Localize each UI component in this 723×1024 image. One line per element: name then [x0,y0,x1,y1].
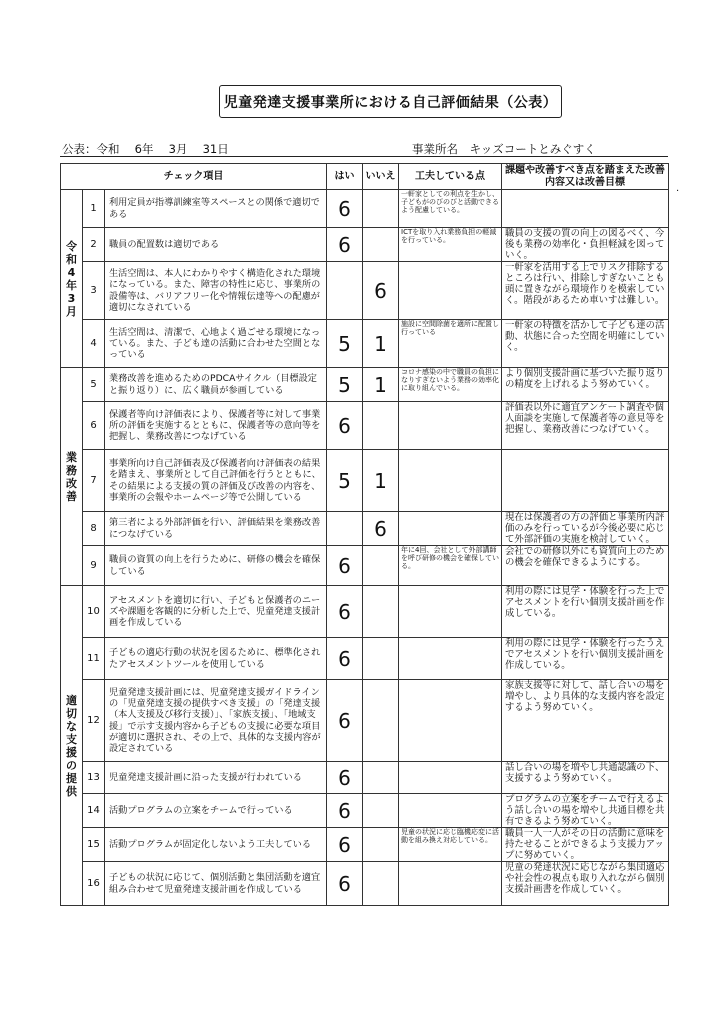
no-count [363,638,399,680]
table-row [61,680,669,762]
header-row [61,164,669,190]
check-item: 第三者による外部評価を行い、評価結果を業務改善につなげている [105,512,327,546]
efforts-note [399,262,502,320]
section-label-operations: 業務改善 [61,368,83,586]
efforts-note [399,450,502,512]
row-number: 15 [83,828,105,862]
page-title: 児童発達支援事業所における自己評価結果（公表） [219,85,562,118]
row-number: 1 [83,190,105,228]
header-check-item: チェック項目 [61,164,327,190]
check-item: 職員の資質の向上を行うために、研修の機会を確保している [105,546,327,586]
no-count [363,794,399,828]
table-row [61,262,669,320]
efforts-note [399,402,502,450]
row-number: 6 [83,402,105,450]
improvement-goal: 評価表以外に適宜アンケート調査や個人面談を実施して保護者等の意見等を把握し、業務改善につなげていく。 [502,402,669,450]
efforts-note: 児童の状況に応じ臨機応変に活動を組み換え対応している。 [399,828,502,862]
row-number: 10 [83,586,105,638]
check-item: 職員の配置数は適切である [105,228,327,262]
table-row [61,320,669,368]
improvement-goal: 一軒家の特徴を活かして子ども達の活動、状態に合った空間を明確にしていく。 [502,320,669,368]
header-yes: はい [327,164,363,190]
scan-mark: · [676,186,680,197]
table-row [61,190,669,228]
efforts-note: ICTを取り入れ業務負担の軽減を行っている。 [399,228,502,262]
efforts-note [399,586,502,638]
yes-count: 6 [327,402,363,450]
check-item: 業務改善を進めるためのPDCAサイクル（目標設定と振り返り）に、広く職員が参画している [105,368,327,402]
efforts-note: 施設に空間除菌を適所に配置し行っている [399,320,502,368]
row-number: 12 [83,680,105,762]
no-count [363,680,399,762]
improvement-goal: 現在は保護者の方の評価と事業所内評価のみを行っているが今後必要に応じて外部評価の実施を検討していく。 [502,512,669,546]
no-count [363,546,399,586]
check-item: 児童発達支援計画に沿った支援が行われている [105,762,327,794]
header-underline [60,156,668,157]
yes-count: 5 [327,320,363,368]
no-count: 1 [363,450,399,512]
no-count [363,762,399,794]
table-row [61,450,669,512]
row-number: 8 [83,512,105,546]
yes-count: 6 [327,828,363,862]
table-row [61,402,669,450]
yes-count: 6 [327,862,363,906]
check-item: 事業所向け自己評価表及び保護者向け評価表の結果を踏まえ、事業所として自己評価を行うとともに、その結果による支援の質の評価及び改善の内容を、事業所の会報やホームページ等で公開している [105,450,327,512]
no-count: 6 [363,512,399,546]
yes-count: 6 [327,228,363,262]
row-number: 2 [83,228,105,262]
yes-count: 6 [327,762,363,794]
row-number: 7 [83,450,105,512]
section-label-support: 適切な支援の提供 [61,586,83,906]
table-row [61,794,669,828]
header-issues: 課題や改善すべき点を踏まえた改善内容又は改善目標 [502,164,669,190]
business-name: キッズコートとみぐすく [469,142,596,156]
improvement-goal: 職員一人一人がその日の活動に意味を持たせることができるよう支援力アップに努めていく。 [502,828,669,862]
business-name-line [412,141,596,157]
improvement-goal: 利用の際には見学・体験を行ったうえでアセスメントを行い個別支援計画を作成している。 [502,638,669,680]
no-count [363,828,399,862]
evaluation-table [60,163,669,906]
yes-count: 6 [327,190,363,228]
header-efforts: 工夫している点 [399,164,502,190]
yes-count: 6 [327,794,363,828]
publication-date: 公表：令和 6年 3月 31日 [62,142,229,156]
check-item: 生活空間は、本人にわかりやすく構造化された環境になっている。また、障害の特性に応じ、事業所の設備等は、バリアフリー化や情報伝達等への配慮が適切になされている [105,262,327,320]
table-row [61,762,669,794]
efforts-note [399,512,502,546]
efforts-note [399,862,502,906]
improvement-goal [502,450,669,512]
header-no: いいえ [363,164,399,190]
no-count [363,190,399,228]
no-count [363,862,399,906]
improvement-goal: 職員の支援の質の向上の図るべく、今後も業務の効率化・負担軽減を図っていく。 [502,228,669,262]
business-name-label: 事業所名 [412,142,458,156]
table-row [61,638,669,680]
row-number: 14 [83,794,105,828]
check-item: アセスメントを適切に行い、子どもと保護者のニーズや課題を客観的に分析した上で、児童発達支援計画を作成している [105,586,327,638]
improvement-goal: 家族支援等に対して、話し合いの場を増やし、より具体的な支援内容を設定するよう努めていく。 [502,680,669,762]
efforts-note: 一軒家としての利点を生かし、子どもがのびのびと活動できるよう配慮している。 [399,190,502,228]
row-number: 13 [83,762,105,794]
efforts-note [399,794,502,828]
improvement-goal: 話し合いの場を増やし共通認識の下、支援するよう努めていく。 [502,762,669,794]
table-row [61,862,669,906]
table-row [61,512,669,546]
row-number: 11 [83,638,105,680]
improvement-goal: 会社での研修以外にも資質向上のための機会を確保できるようにする。 [502,546,669,586]
no-count: 1 [363,368,399,402]
table-row [61,368,669,402]
row-number: 9 [83,546,105,586]
table-row [61,828,669,862]
efforts-note [399,680,502,762]
check-item: 利用定員が指導訓練室等スペースとの関係で適切である [105,190,327,228]
check-item: 活動プログラムが固定化しないよう工夫している [105,828,327,862]
improvement-goal: より個別支援計画に基づいた振り返りの精度を上げれるよう努めていく。 [502,368,669,402]
yes-count [327,512,363,546]
efforts-note [399,762,502,794]
improvement-goal: 児童の発達状況に応じながら集団適応や社会性の視点も取り入れながら個別支援計画書を作成していく。 [502,862,669,906]
yes-count: 6 [327,546,363,586]
yes-count: 6 [327,680,363,762]
check-item: 子どもの適応行動の状況を図るために、標準化されたアセスメントツールを使用している [105,638,327,680]
check-item: 子どもの状況に応じて、個別活動と集団活動を適宜組み合わせて児童発達支援計画を作成している [105,862,327,906]
yes-count [327,262,363,320]
section-label-environment: 令和 4年 3月 [61,190,83,368]
table-row [61,586,669,638]
no-count [363,402,399,450]
improvement-goal: 利用の際には見学・体験を行った上でアセスメントを行い個別支援計画を作成している。 [502,586,669,638]
improvement-goal: 一軒家を活用する上でリスク排除するところは行い、排除しすぎないことも頭に置きながら環境作りを模索していく。階段があるため車いすは難しい。 [502,262,669,320]
table-row [61,228,669,262]
efforts-note [399,638,502,680]
efforts-note: 年に4回、会社として外部講師を呼び研修の機会を確保している。 [399,546,502,586]
check-item: 活動プログラムの立案をチームで行っている [105,794,327,828]
no-count: 1 [363,320,399,368]
row-number: 16 [83,862,105,906]
improvement-goal [502,190,669,228]
improvement-goal: プログラムの立案をチームで行えるよう話し合いの場を増やし共通目標を共有できるよう努めていく。 [502,794,669,828]
yes-count: 5 [327,368,363,402]
efforts-note: コロナ感染の中で職員の負担になりすぎないよう業務の効率化に取り組んでいる。 [399,368,502,402]
no-count [363,586,399,638]
no-count: 6 [363,262,399,320]
yes-count: 5 [327,450,363,512]
row-number: 3 [83,262,105,320]
check-item: 生活空間は、清潔で、心地よく過ごせる環境になっている。また、子ども達の活動に合わせた空間となっている [105,320,327,368]
no-count [363,228,399,262]
table-row [61,546,669,586]
check-item: 児童発達支援計画には、児童発達支援ガイドラインの「児童発達支援の提供すべき支援」の「発達支援（本人支援及び移行支援）」、「家族支援」、「地域支援」で示す支援内容から子どもの支援に必要な項目が適切に選択され、その上で、具体的な支援内容が設定されている [105,680,327,762]
yes-count: 6 [327,638,363,680]
yes-count: 6 [327,586,363,638]
row-number: 4 [83,320,105,368]
check-item: 保護者等向け評価表により、保護者等に対して事業所の評価を実施するとともに、保護者等の意向等を把握し、業務改善につなげている [105,402,327,450]
row-number: 5 [83,368,105,402]
